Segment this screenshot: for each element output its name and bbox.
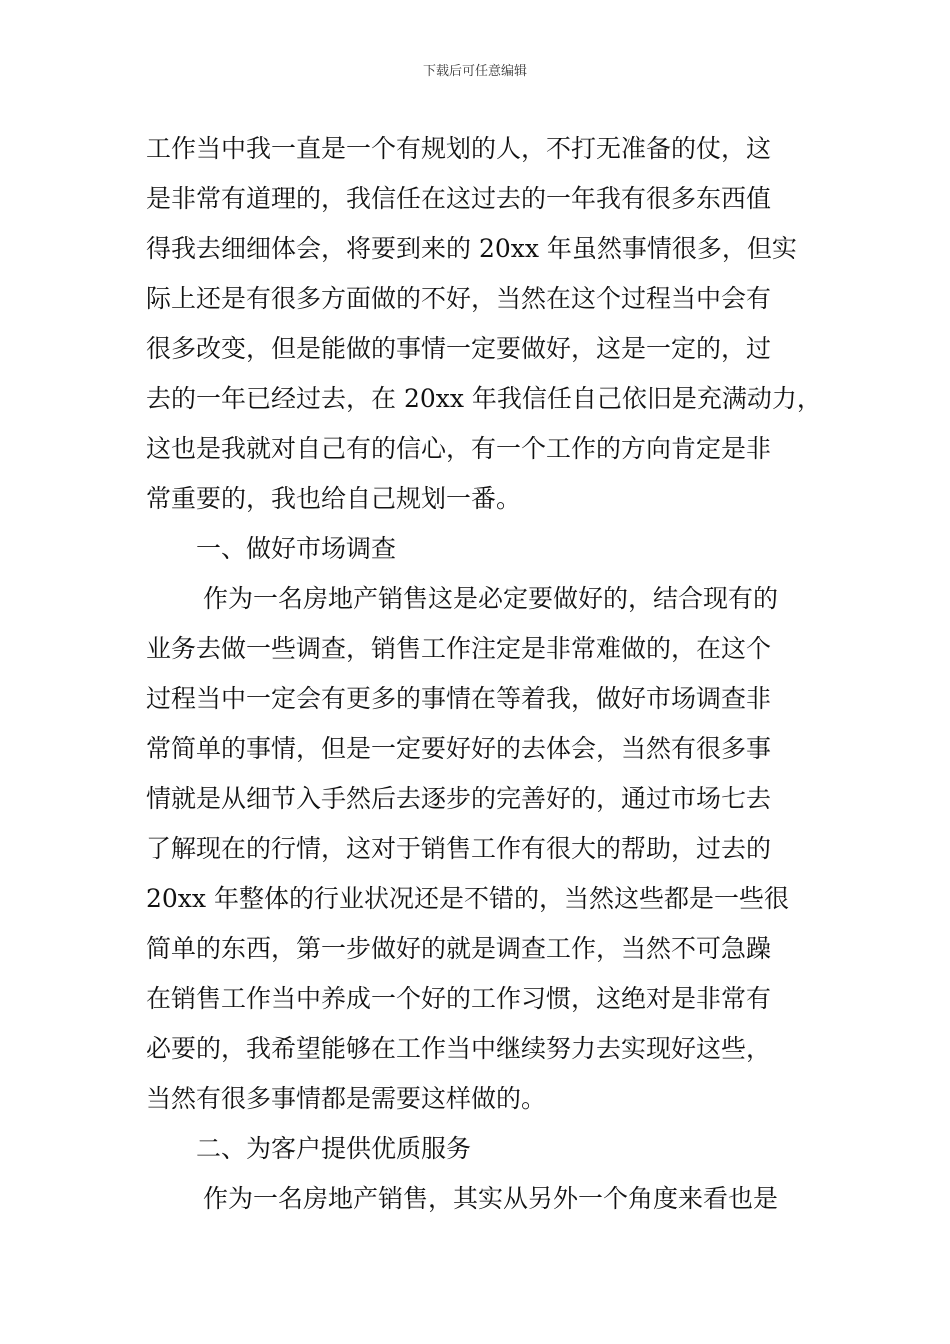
text-line: 必要的，我希望能够在工作当中继续努力去实现好这些， xyxy=(146,1034,772,1063)
text-line: 去的一年已经过去，在 20xx 年我信任自己依旧是充满动力， xyxy=(146,384,822,413)
section-heading: 二、为客户提供优质服务 xyxy=(196,1134,472,1163)
text-line: 这也是我就对自己有的信心，有一个工作的方向肯定是非 xyxy=(146,434,772,463)
text-line: 作为一名房地产销售，其实从另外一个角度来看也是 xyxy=(203,1184,779,1213)
text-line: 20xx 年整体的行业状况还是不错的，当然这些都是一些很 xyxy=(146,884,789,913)
text-line: 业务去做一些调查，销售工作注定是非常难做的，在这个 xyxy=(146,634,772,663)
page-header: 下载后可任意编辑 xyxy=(422,64,527,79)
text-line: 际上还是有很多方面做的不好，当然在这个过程当中会有 xyxy=(146,284,772,313)
text-line: 得我去细细体会，将要到来的 20xx 年虽然事情很多，但实 xyxy=(146,234,797,263)
text-line: 简单的东西，第一步做好的就是调查工作，当然不可急躁 xyxy=(146,934,772,963)
text-line: 常简单的事情，但是一定要好好的去体会，当然有很多事 xyxy=(146,734,772,763)
text-line: 工作当中我一直是一个有规划的人，不打无准备的仗，这 xyxy=(146,134,772,163)
text-line: 常重要的，我也给自己规划一番。 xyxy=(146,484,522,513)
text-line: 很多改变，但是能做的事情一定要做好，这是一定的，过 xyxy=(146,334,772,363)
text-line: 是非常有道理的，我信任在这过去的一年我有很多东西值 xyxy=(146,184,772,213)
text-line: 过程当中一定会有更多的事情在等着我，做好市场调查非 xyxy=(146,684,772,713)
text-line: 情就是从细节入手然后去逐步的完善好的，通过市场七去 xyxy=(146,784,772,813)
text-line: 了解现在的行情，这对于销售工作有很大的帮助，过去的 xyxy=(146,834,772,863)
document-body xyxy=(146,124,826,1224)
text-line: 在销售工作当中养成一个好的工作习惯，这绝对是非常有 xyxy=(146,984,772,1013)
section-heading: 一、做好市场调查 xyxy=(196,534,397,563)
text-line: 作为一名房地产销售这是必定要做好的，结合现有的 xyxy=(203,584,779,613)
text-line: 当然有很多事情都是需要这样做的。 xyxy=(146,1084,547,1113)
